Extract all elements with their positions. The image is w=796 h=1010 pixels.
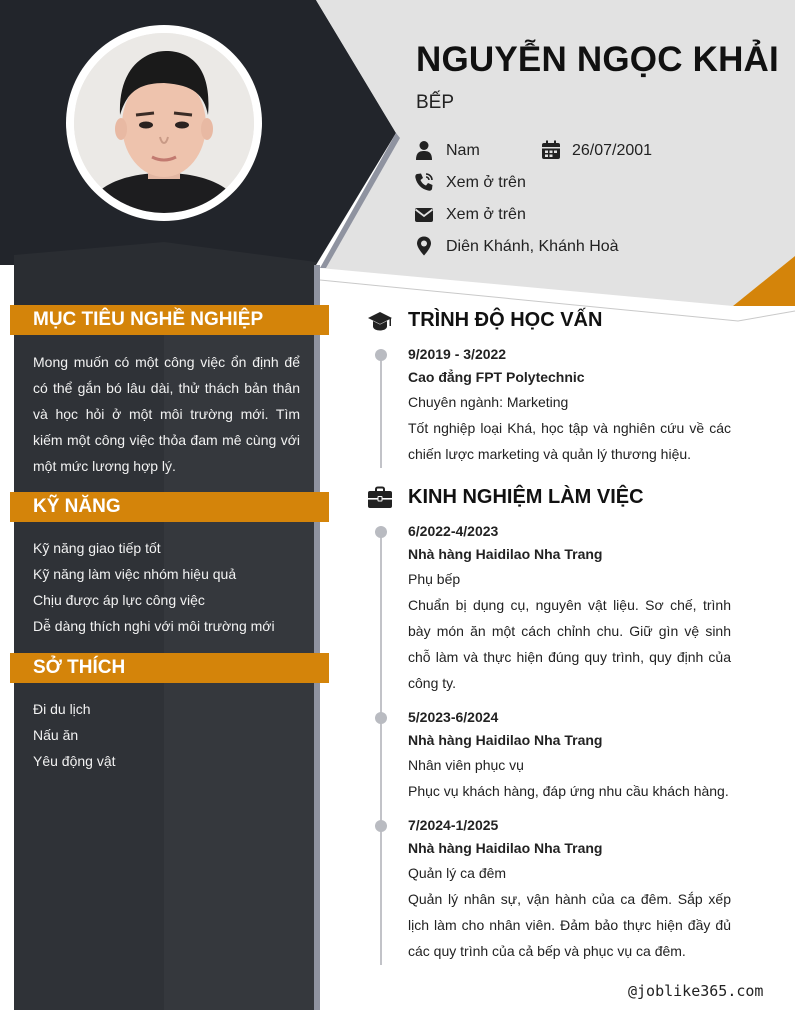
- envelope-icon: [414, 205, 434, 225]
- candidate-name: NGUYỄN NGỌC KHẢI: [416, 40, 779, 79]
- entry-period: 6/2022-4/2023: [408, 523, 499, 539]
- list-item: Nấu ăn: [33, 727, 79, 743]
- entry-organization: Nhà hàng Haidilao Nha Trang: [408, 732, 603, 748]
- education-heading: TRÌNH ĐỘ HỌC VẤN: [408, 309, 603, 331]
- job-title: BẾP: [416, 92, 455, 113]
- list-item: Chịu được áp lực công việc: [33, 592, 205, 608]
- timeline-dot: [375, 526, 387, 538]
- entry-role: Quản lý ca đêm: [408, 865, 507, 881]
- experience-entry: [408, 706, 731, 804]
- list-item: Dễ dàng thích nghi với môi trường mới: [33, 618, 275, 634]
- hobbies-heading: SỞ THÍCH: [10, 653, 329, 683]
- entry-period: 7/2024-1/2025: [408, 817, 499, 833]
- person-icon: [414, 140, 434, 160]
- experience-heading: KINH NGHIỆM LÀM VIỆC: [408, 486, 644, 508]
- calendar-icon: [541, 140, 561, 160]
- gender-value: Nam: [446, 142, 480, 159]
- timeline-dot: [375, 820, 387, 832]
- entry-organization: Cao đẳng FPT Polytechnic: [408, 369, 585, 385]
- list-item: Đi du lịch: [33, 701, 91, 717]
- birthdate-value: 26/07/2001: [572, 142, 653, 159]
- address-value: Diên Khánh, Khánh Hoà: [446, 238, 619, 255]
- avatar: [74, 33, 254, 213]
- watermark-text: @joblike365.com: [628, 982, 764, 1000]
- entry-organization: Nhà hàng Haidilao Nha Trang: [408, 840, 603, 856]
- objective-text: Mong muốn có một công việc ổn định để có thể gắn bó lâu dài, thử thách bản thân và học hỏi ở một môi trường mới. Tìm kiếm một công việc thỏa đam mê cùng với một mức lương hợp lý.: [33, 354, 300, 474]
- list-item: Kỹ năng làm việc nhóm hiệu quả: [33, 566, 237, 582]
- timeline-dot: [375, 712, 387, 724]
- phone-value: Xem ở trên: [446, 174, 526, 191]
- entry-role: Nhân viên phục vụ: [408, 757, 524, 773]
- graduation-cap-icon: [367, 309, 393, 333]
- entry-period: 9/2019 - 3/2022: [408, 346, 507, 362]
- timeline-dot: [375, 349, 387, 361]
- entry-period: 5/2023-6/2024: [408, 709, 499, 725]
- education-entry: [408, 343, 731, 467]
- hobbies-list: [33, 696, 116, 774]
- entry-description: Tốt nghiệp loại Khá, học tập và nghiên cứu về các chiến lược marketing và quản lý thương hiệu.: [408, 420, 731, 462]
- entry-description: Chuẩn bị dụng cụ, nguyên vật liệu. Sơ chế, trình bày món ăn một cách chỉnh chu. Giữ gìn vệ sinh chỗ làm và thực hiện đúng quy trình, quy định của công ty.: [408, 597, 731, 691]
- entry-description: Phục vụ khách hàng, đáp ứng nhu cầu khách hàng.: [408, 783, 729, 799]
- entry-organization: Nhà hàng Haidilao Nha Trang: [408, 546, 603, 562]
- entry-role: Chuyên ngành: Marketing: [408, 394, 569, 410]
- email-value: Xem ở trên: [446, 206, 526, 223]
- skills-heading: KỸ NĂNG: [10, 492, 329, 522]
- experience-timeline: [380, 532, 382, 965]
- location-pin-icon: [414, 236, 434, 256]
- experience-entry: [408, 520, 731, 696]
- skills-list: [33, 535, 275, 639]
- entry-role: Phụ bếp: [408, 571, 461, 587]
- objective-heading: MỤC TIÊU NGHỀ NGHIỆP: [10, 305, 329, 335]
- briefcase-icon: [367, 486, 393, 510]
- experience-entry: [408, 814, 731, 964]
- phone-icon: [414, 172, 434, 192]
- list-item: Kỹ năng giao tiếp tốt: [33, 540, 161, 556]
- entry-description: Quản lý nhân sự, vận hành của ca đêm. Sắp xếp lịch làm cho nhân viên. Đảm bảo thực hiện đầy đủ các quy trình của cả bếp và phục vụ ca đêm.: [408, 891, 731, 959]
- list-item: Yêu động vật: [33, 753, 116, 769]
- education-timeline: [380, 355, 382, 468]
